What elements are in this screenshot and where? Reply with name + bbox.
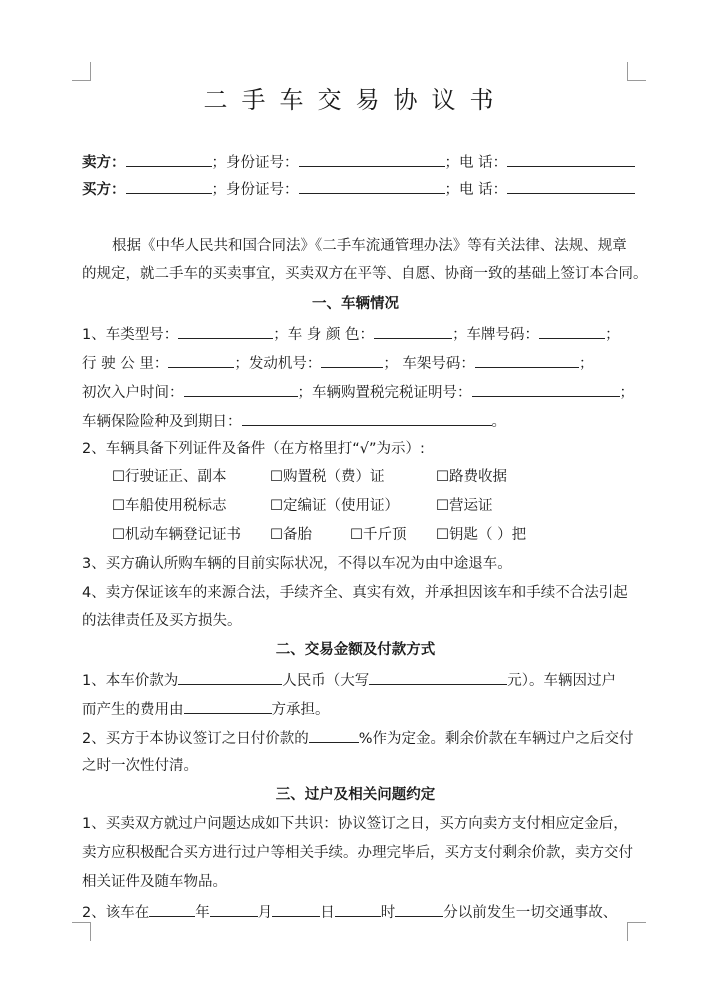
item-4-line-2: 的法律责任及买方损失。 bbox=[82, 613, 242, 629]
section1-heading: 一、车辆情况 bbox=[312, 296, 399, 312]
transfer-line-2: 卖方应积极配合买方进行过户等相关手续。办理完毕后，买方支付剩余价款，卖方交付 bbox=[82, 845, 633, 861]
vin-field[interactable] bbox=[475, 352, 579, 368]
price-field[interactable] bbox=[178, 669, 282, 685]
row-end: ； bbox=[605, 327, 620, 343]
buyer-row bbox=[82, 178, 635, 200]
margin-corner-top-right bbox=[627, 62, 646, 81]
checkbox-jack[interactable]: ☐千斤顶 bbox=[350, 527, 407, 543]
checkbox-vehicle-tax-mark[interactable]: ☐车船使用税标志 bbox=[112, 498, 227, 514]
vehicle-row-3 bbox=[82, 381, 634, 403]
liability-label: 2、该车在 bbox=[82, 905, 150, 921]
buyer-id-label: ；身份证号： bbox=[211, 182, 299, 198]
fee-payer-field[interactable] bbox=[184, 698, 272, 714]
seller-id-field[interactable] bbox=[299, 151, 445, 167]
seller-phone-label: ；电 话： bbox=[444, 155, 508, 171]
engine-number-label: ；发动机号： bbox=[234, 356, 322, 372]
checkbox-toll-receipt[interactable]: ☐路费收据 bbox=[436, 469, 507, 485]
row-end: ； bbox=[619, 385, 634, 401]
checkbox-row-3 bbox=[112, 525, 526, 545]
margin-corner-top-left bbox=[72, 62, 91, 81]
deposit-label: 2、买方于本协议签订之日付价款的 bbox=[82, 731, 309, 747]
checkbox-row-1 bbox=[112, 467, 507, 487]
plate-number-field[interactable] bbox=[539, 323, 605, 339]
buyer-phone-label: ；电 话： bbox=[444, 182, 508, 198]
seller-row bbox=[82, 151, 635, 173]
day-label: 日 bbox=[320, 905, 335, 921]
checkbox-operation-cert[interactable]: ☐营运证 bbox=[436, 498, 493, 514]
intro-line-2: 的规定，就二手车的买卖事宜，买卖双方在平等、自愿、协商一致的基础上签订本合同。 bbox=[82, 266, 648, 282]
body-color-field[interactable] bbox=[374, 323, 452, 339]
documents-heading: 2、车辆具备下列证件及备件（在方格里打“√”为示）: bbox=[82, 441, 425, 457]
seller-phone-field[interactable] bbox=[507, 151, 635, 167]
fee-payer-label: 而产生的费用由 bbox=[82, 702, 184, 718]
vehicle-type-label: 1、车类型号： bbox=[82, 327, 179, 343]
insurance-field[interactable] bbox=[242, 410, 492, 426]
row-end: 。 bbox=[491, 414, 506, 430]
day-field[interactable] bbox=[272, 901, 320, 917]
body-color-label: ；车 身 颜 色： bbox=[273, 327, 375, 343]
price-uppercase-label: 人民币（大写 bbox=[282, 673, 370, 689]
checkbox-registration-cert[interactable]: ☐机动车辆登记证书 bbox=[112, 527, 241, 543]
intro-line-1: 根据《中华人民共和国合同法》《二手车流通管理办法》等有关法律、法规、规章 bbox=[112, 238, 627, 254]
deposit-suffix: %作为定金。剩余价款在车辆过户之后交付 bbox=[358, 731, 634, 747]
seller-name-field[interactable] bbox=[126, 151, 212, 167]
purchase-tax-cert-label: ；车辆购置税完税证明号： bbox=[297, 385, 472, 401]
price-row-1 bbox=[82, 669, 616, 691]
year-field[interactable] bbox=[149, 901, 195, 917]
item-4-line-1: 4、卖方保证该车的来源合法，手续齐全、真实有效，并承担因该车和手续不合法引起 bbox=[82, 585, 628, 601]
buyer-phone-field[interactable] bbox=[507, 178, 635, 194]
transfer-line-3: 相关证件及随车物品。 bbox=[82, 874, 227, 890]
minute-field[interactable] bbox=[395, 901, 443, 917]
hour-label: 时 bbox=[380, 905, 396, 921]
transfer-fee-label: 元）。车辆因过户 bbox=[507, 673, 616, 689]
insurance-label: 车辆保险险种及到期日： bbox=[82, 414, 242, 430]
first-registration-label: 初次入户时间： bbox=[82, 385, 184, 401]
margin-corner-bottom-right bbox=[627, 922, 646, 941]
year-label: 年 bbox=[195, 905, 210, 921]
item-3: 3、买方确认所购车辆的目前实际状况，不得以车况为由中途退车。 bbox=[82, 556, 512, 572]
row-end: ； bbox=[578, 356, 594, 372]
mileage-field[interactable] bbox=[168, 352, 234, 368]
vehicle-row-2 bbox=[82, 352, 593, 374]
hour-field[interactable] bbox=[335, 901, 381, 917]
seller-id-label: ；身份证号： bbox=[211, 155, 299, 171]
mileage-label: 行 驶 公 里： bbox=[82, 356, 169, 372]
engine-number-field[interactable] bbox=[321, 352, 383, 368]
checkbox-spare-tire[interactable]: ☐备胎 bbox=[270, 527, 312, 543]
buyer-id-field[interactable] bbox=[299, 178, 445, 194]
price-uppercase-field[interactable] bbox=[369, 669, 507, 685]
price-row-2 bbox=[82, 698, 330, 720]
liability-row bbox=[82, 901, 617, 923]
checkbox-keys[interactable]: ☐钥匙（ ）把 bbox=[436, 527, 527, 543]
checkbox-purchase-tax[interactable]: ☐购置税（费）证 bbox=[270, 469, 385, 485]
document-title: 二手车交易协议书 bbox=[203, 86, 508, 114]
fee-payer-suffix: 方承担。 bbox=[271, 702, 330, 718]
margin-corner-bottom-left bbox=[72, 922, 91, 941]
deposit-row-2: 之时一次性付清。 bbox=[82, 758, 198, 774]
purchase-tax-cert-field[interactable] bbox=[472, 381, 620, 397]
buyer-label: 买方： bbox=[82, 182, 126, 198]
vin-label: ； 车架号码： bbox=[383, 356, 475, 372]
price-label: 1、本车价款为 bbox=[82, 673, 179, 689]
checkbox-quota-cert[interactable]: ☐定编证（使用证） bbox=[270, 498, 399, 514]
vehicle-row-4 bbox=[82, 410, 506, 432]
first-registration-field[interactable] bbox=[184, 381, 298, 397]
section2-heading: 二、交易金额及付款方式 bbox=[275, 642, 436, 658]
vehicle-row-1 bbox=[82, 323, 620, 345]
month-label: 月 bbox=[257, 905, 273, 921]
deposit-row-1 bbox=[82, 727, 634, 749]
checkbox-row-2 bbox=[112, 496, 493, 516]
deposit-percent-field[interactable] bbox=[309, 727, 359, 743]
month-field[interactable] bbox=[210, 901, 258, 917]
vehicle-type-field[interactable] bbox=[178, 323, 273, 339]
liability-suffix: 分以前发生一切交通事故、 bbox=[443, 905, 618, 921]
checkbox-driving-license[interactable]: ☐行驶证正、副本 bbox=[112, 469, 227, 485]
buyer-name-field[interactable] bbox=[126, 178, 212, 194]
section3-heading: 三、过户及相关问题约定 bbox=[275, 787, 436, 803]
plate-number-label: ；车牌号码： bbox=[452, 327, 540, 343]
seller-label: 卖方： bbox=[82, 155, 126, 171]
transfer-line-1: 1、买卖双方就过户问题达成如下共识：协议签订之日，买方向卖方支付相应定金后， bbox=[82, 816, 628, 832]
